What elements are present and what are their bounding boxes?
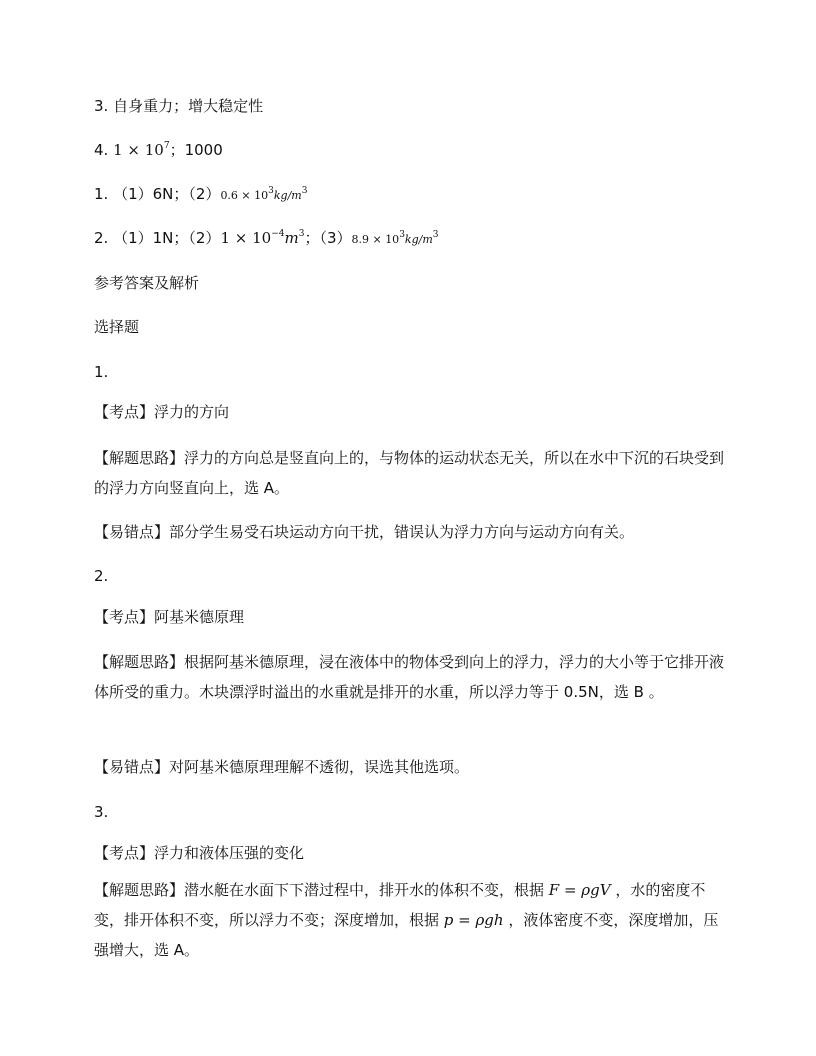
calc-answer-2: 2. （1）1N；$(2)1 \times 10^{-4}m^3$；$(3)8.9 \times 10^3kg/m^3$: [94, 229, 439, 247]
solution-text: 【解题思路】浮力的方向总是竖直向上的，与物体的运动状态无关，所以在水中下沉的石块受到的浮力方向竖直向上，选 A。: [94, 449, 725, 497]
calc-answer-1: 1. （1）6N；$(2)0.6 \times 10^3kg/m^3$: [94, 185, 308, 203]
math-expression: $1 \times 10^{-4}m^3$: [220, 229, 305, 247]
subsection-title: 选择题: [94, 318, 140, 336]
answer-4: 4. $1 \times 10^7$；1000: [94, 141, 223, 159]
kaodian-label: 【考点】阿基米德原理: [94, 608, 245, 626]
item-number: 1.: [94, 363, 109, 381]
math-expression: $8.9 \times 10^3kg/m^3$: [351, 230, 439, 246]
mistake-text: 【易错点】对阿基米德原理理解不透彻，误选其他选项。: [94, 758, 470, 776]
kaodian-label: 【考点】浮力和液体压强的变化: [94, 844, 305, 862]
item-number: 3.: [94, 803, 109, 821]
solution-text: 【解题思路】根据阿基米德原理，浸在液体中的物体受到向上的浮力，浮力的大小等于它排开液体所受的重力。木块漂浮时溢出的水重就是排开的水重，所以浮力等于 0.5N，选 B 。: [94, 653, 725, 701]
kaodian-label: 【考点】浮力的方向: [94, 403, 230, 421]
answer-3: 3. 自身重力；增大稳定性: [94, 97, 264, 115]
math-expression: $0.6 \times 10^3kg/m^3$: [220, 186, 308, 202]
item-number: 2.: [94, 567, 109, 585]
section-title: 参考答案及解析: [94, 274, 200, 292]
formula-pressure: p = ρgh: [443, 911, 504, 929]
formula-buoyancy: F = ρgV: [548, 881, 611, 899]
solution-text: 【解题思路】潜水艇在水面下下潜过程中，排开水的体积不变，根据 F = ρgV ，水的密度不变，排开体积不变，所以浮力不变；深度增加，根据 p = ρgh ，液体密度不变，深度增加，压强增大，选 A。: [94, 881, 719, 959]
math-expression: $1 \times 10^7$: [113, 141, 170, 159]
mistake-text: 【易错点】部分学生易受石块运动方向干扰，错误认为浮力方向与运动方向有关。: [94, 523, 635, 541]
